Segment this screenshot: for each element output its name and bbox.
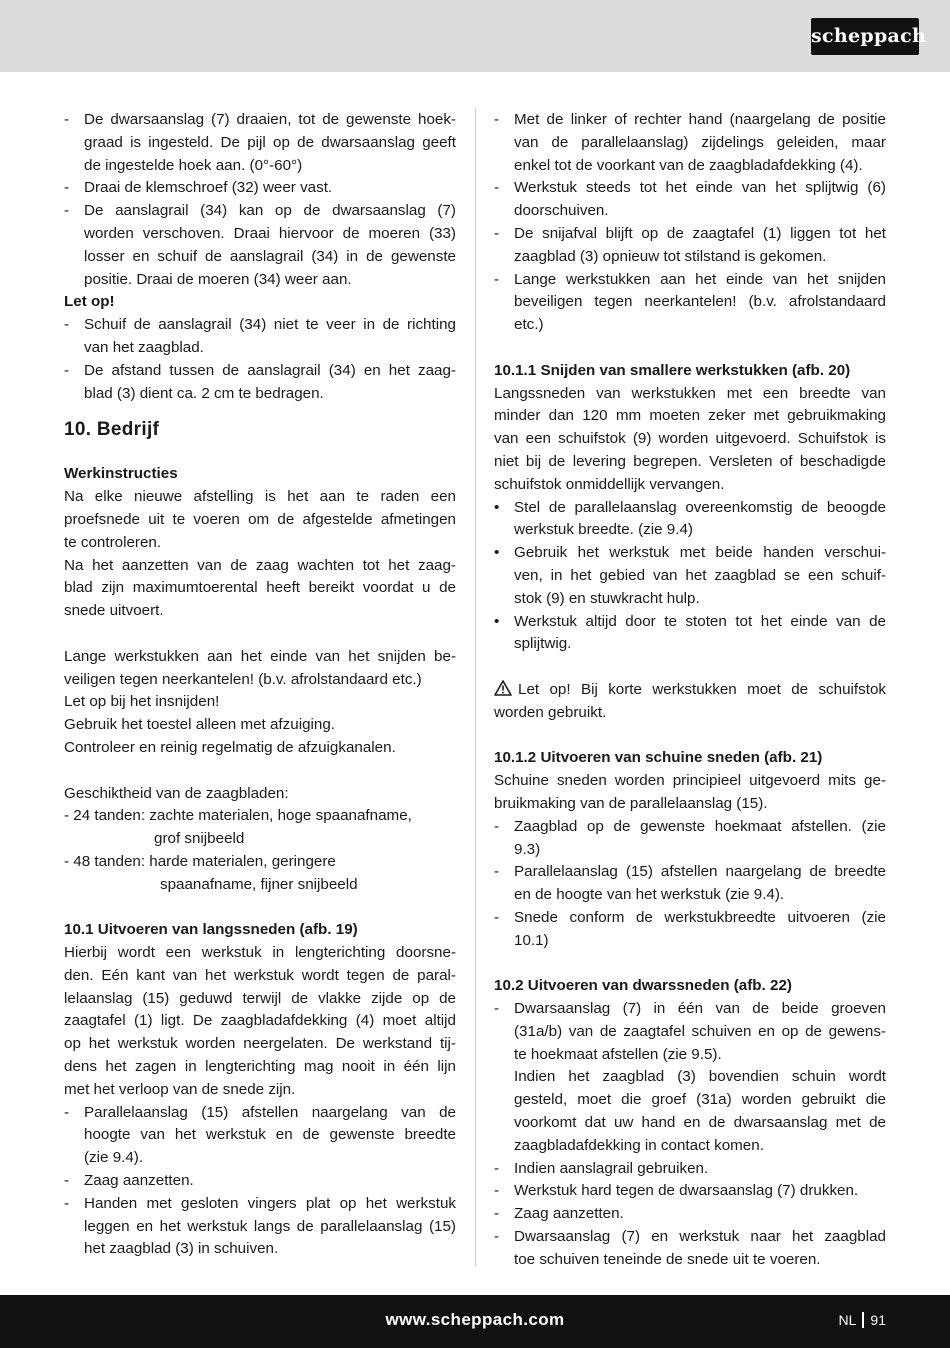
list-item-line: Gebruik het werkstuk met beide handen verschui-: [514, 544, 886, 562]
list-item-line: Werkstuk hard tegen de dwarsaanslag (7) drukken.: [514, 1182, 859, 1200]
blade-24-line-2: grof snijbeeld: [154, 830, 245, 848]
section-heading-bedrijf: 10. Bedrijf: [64, 419, 160, 441]
list-item-line: Werkstuk steeds tot het einde van het splijtwig (6): [514, 179, 886, 197]
list-item-line: voorkomt dat uw hand en de dwarsaanslag met de: [514, 1114, 886, 1132]
list-item-line: de ingestelde hoek aan. (0°-60°): [84, 156, 303, 174]
paragraph-line: veiligen tegen neerkantelen! (b.v. afrolstandaard etc.): [64, 670, 422, 688]
list-item: [494, 177, 886, 223]
dash-marker: -: [64, 361, 70, 379]
list-item-line: De dwarsaanslag (7) draaien, tot de gewenste hoek-: [84, 111, 456, 128]
list-item: [64, 1193, 456, 1261]
list-item-line: worden verschoven. Draai hiervoor de moeren (33): [84, 224, 456, 242]
paragraph-line: bruikmaking van de parallelaanslag (15).: [494, 794, 768, 812]
list-item: [64, 1102, 456, 1170]
list-item-line: van de parallelaanslag) zijdelings geleiden, maar: [514, 133, 886, 151]
section-10-2-list: [494, 998, 886, 1272]
list-item-line: losser en schuif de aanslagrail (34) in de gewenste: [84, 247, 456, 265]
section-10-1-2-list: [494, 816, 886, 953]
dash-marker: -: [494, 111, 500, 128]
page-indicator: [839, 1308, 886, 1332]
list-item-line: Werkstuk altijd door te stoten tot het einde van de: [514, 612, 886, 630]
list-item-line: De snijafval blijft op de zaagtafel (1) liggen tot het: [514, 224, 886, 242]
list-item-line: werkstuk breedte. (zie 9.4): [514, 521, 693, 539]
list-item-line: doorschuiven.: [514, 202, 609, 220]
warning-text-1: Let op! Bij korte werkstukken moet de schuifstok: [518, 680, 886, 698]
dash-marker: -: [494, 1182, 500, 1200]
dash-list-top: [494, 109, 886, 337]
blade-24-line-1: - 24 tanden: zachte materialen, hoge spaanafname,: [64, 807, 412, 825]
scheppach-logo: [811, 18, 927, 55]
list-item: [494, 269, 886, 337]
section-10-1-2-paragraph: [494, 770, 886, 816]
paragraph-line: Langssneden van werkstukken met een breedte van: [494, 384, 886, 402]
dash-marker: -: [494, 1000, 500, 1018]
list-item-line: zaagblad (3) opnieuw tot stilstand is gekomen.: [514, 247, 827, 265]
list-item: [494, 611, 886, 657]
column-divider: [475, 108, 476, 1266]
dash-marker: -: [494, 908, 500, 926]
list-item: [494, 1226, 886, 1272]
list-item-line: Parallelaanslag (15) afstellen naargelang van de: [84, 1103, 456, 1121]
section-10-1-2-title: 10.1.2 Uitvoeren van schuine sneden (afb. 21): [494, 749, 823, 767]
list-item-line: leggen en het werkstuk langs de parallelaanslag (15): [84, 1217, 456, 1235]
list-item-line: toe schuiven teneinde de snede uit te voeren.: [514, 1250, 821, 1268]
list-item-line: blad (3) dient ca. 2 cm te bedragen.: [84, 384, 324, 402]
left-column: [64, 109, 456, 1261]
list-item: [494, 1158, 886, 1181]
dash-marker: -: [494, 179, 500, 197]
paragraph-3: [64, 646, 456, 760]
paragraph-line: blad zijn maximumtoerental heeft bereikt voordat u de: [64, 579, 456, 597]
list-item-line: etc.): [514, 316, 544, 334]
footer-bar: [0, 1295, 950, 1348]
list-item-line: Indien het zaagblad (3) bovendien schuin wordt: [514, 1068, 886, 1086]
paragraph-line: lelaanslag (15) geduwd terwijl de vlakke zijde op de: [64, 989, 456, 1007]
dash-marker: -: [494, 817, 500, 835]
list-item-line: Dwarsaanslag (7) en werkstuk naar het zaagblad: [514, 1228, 886, 1246]
list-item-line: Zaag aanzetten.: [514, 1205, 624, 1223]
dash-marker: -: [494, 270, 500, 288]
dash-marker: -: [64, 316, 70, 334]
logo-text: scheppach: [811, 25, 927, 47]
list-item: [494, 542, 886, 610]
paragraph-line: te controleren.: [64, 533, 162, 551]
paragraph-line: zaagtafel (1) ligt. De zaagbladafdekking (4) moet altijd: [64, 1012, 456, 1030]
list-item-line: stok (9) en stuwkracht hulp.: [514, 589, 700, 607]
paragraph-2: [64, 555, 456, 623]
list-item-line: ven, in het gebied van het zaagblad se een schuif-: [514, 566, 886, 584]
paragraph-line: Na elke nieuwe afstelling is het aan te raden een: [64, 488, 456, 506]
list-item-line: en de hoogte van het werkstuk (zie 9.4).: [514, 886, 785, 904]
paragraph-line: Na het aanzetten van de zaag wachten tot het zaag-: [64, 556, 456, 574]
list-item-line: hoogte van het werkstuk en de gewenste breedte: [84, 1126, 456, 1144]
list-item-line: (31a/b) van de zaagtafel schuiven en op de gewens-: [514, 1022, 886, 1040]
let-op-label: Let op!: [64, 293, 115, 311]
dash-marker: -: [494, 1205, 500, 1223]
list-item-line: Indien aanslagrail gebruiken.: [514, 1159, 709, 1177]
blade-48-line-1: - 48 tanden: harde materialen, geringere: [64, 852, 336, 870]
paragraph-line: Controleer en reinig regelmatig de afzuigkanalen.: [64, 738, 396, 756]
list-item: [64, 177, 456, 200]
list-item-line: Parallelaanslag (15) afstellen naargelang de breedte: [514, 863, 886, 881]
list-item: [494, 816, 886, 862]
dash-marker: -: [64, 1194, 70, 1212]
list-item: [494, 109, 886, 177]
list-item: [494, 907, 886, 953]
list-item-line: te hoekmaat afstellen (zie 9.5).: [514, 1045, 722, 1063]
page-number: 91: [870, 1312, 886, 1328]
right-column: [494, 109, 886, 1272]
paragraph-1: [64, 486, 456, 554]
list-item: [494, 861, 886, 907]
section-10-1-1-paragraph: [494, 383, 886, 497]
bullet-marker: •: [494, 498, 500, 516]
dash-list-b: [64, 314, 456, 405]
dash-list-a: [64, 109, 456, 291]
section-10-1-1-title: 10.1.1 Snijden van smallere werkstukken (afb. 20): [494, 361, 851, 379]
list-item: [494, 497, 886, 543]
list-item: [494, 1180, 886, 1203]
list-item-line: Met de linker of rechter hand (naargelang de positie: [514, 111, 886, 128]
list-item-line: 10.1): [514, 931, 549, 949]
list-item-line: (zie 9.4).: [84, 1149, 144, 1167]
list-item-line: positie. Draai de moeren (34) weer aan.: [84, 270, 352, 288]
language-code: NL: [838, 1312, 857, 1328]
header-bar: [0, 0, 950, 72]
section-10-1-1-bullets: [494, 497, 886, 657]
paragraph-line: minder dan 120 mm moeten zeker met gebruikmaking: [494, 407, 886, 425]
list-item-line: zaagbladafdekking in contact komen.: [514, 1136, 764, 1154]
dash-marker: -: [494, 1228, 500, 1246]
list-item-line: gesteld, moet die groef (31a) worden gebruikt die: [514, 1091, 886, 1109]
section-10-1-paragraph: [64, 942, 456, 1102]
list-item-line: De aanslagrail (34) kan op de dwarsaanslag (7): [84, 202, 456, 220]
dash-marker: -: [494, 863, 500, 881]
section-10-2-title: 10.2 Uitvoeren van dwarssneden (afb. 22): [494, 977, 792, 995]
paragraph-line: Lange werkstukken aan het einde van het snijden be-: [64, 647, 456, 665]
list-item: [64, 1170, 456, 1193]
paragraph-line: Schuine sneden worden principieel uitgevoerd mits ge-: [494, 772, 886, 790]
list-item-line: Dwarsaanslag (7) in één van de beide groeven: [514, 1000, 886, 1018]
list-item-line: Stel de parallelaanslag overeenkomstig de beoogde: [514, 498, 886, 516]
list-item: [494, 223, 886, 269]
list-item-line: 9.3): [514, 840, 541, 858]
page-separator: [862, 1312, 864, 1328]
paragraph-line: Gebruik het toestel alleen met afzuiging.: [64, 716, 336, 734]
blade-48-line-2: spaanafname, fijner snijbeeld: [160, 875, 358, 893]
paragraph-line: dens het zagen in lengterichting mag nooit in één lijn: [64, 1058, 456, 1076]
list-item-line: enkel tot de voorkant van de zaagbladafdekking (4).: [514, 156, 863, 174]
list-item-line: beveiligen tegen neerkantelen! (b.v. afrolstandaard: [514, 293, 886, 311]
blades-title: Geschiktheid van de zaagbladen:: [64, 784, 289, 802]
list-item-line: splijtwig.: [514, 635, 572, 653]
warning-icon: [494, 679, 518, 702]
paragraph-line: met het verloop van de snede zijn.: [64, 1080, 296, 1098]
list-item-line: De afstand tussen de aanslagrail (34) en het zaag-: [84, 361, 456, 379]
section-10-1-list: [64, 1102, 456, 1262]
warning-line-2: worden gebruikt.: [494, 703, 607, 721]
paragraph-line: snede uitvoert.: [64, 602, 164, 620]
dash-marker: -: [64, 1172, 70, 1190]
list-item-line: Snede conform de werkstukbreedte uitvoeren (zie: [514, 908, 886, 926]
dash-marker: -: [64, 202, 70, 220]
list-item-line: Draai de klemschroef (32) weer vast.: [84, 179, 333, 197]
paragraph-line: proefsnede uit te voeren om de afgestelde afmetingen: [64, 510, 456, 528]
paragraph-line: schuifstok onmiddellijk vervangen.: [494, 475, 725, 493]
bullet-marker: •: [494, 544, 500, 562]
section-10-1-title: 10.1 Uitvoeren van langssneden (afb. 19): [64, 921, 358, 939]
dash-marker: -: [494, 1159, 500, 1177]
paragraph-line: Hierbij wordt een werkstuk in lengterichting doorsne-: [64, 944, 456, 962]
warning-line-1: [494, 679, 886, 702]
bullet-marker: •: [494, 612, 500, 630]
list-item-line: het zaagblad (3) in schuiven.: [84, 1240, 279, 1258]
list-item-line: graad is ingesteld. De pijl op de dwarsaanslag geeft: [84, 133, 456, 151]
list-item: [64, 314, 456, 360]
list-item-line: Zaag aanzetten.: [84, 1172, 194, 1190]
dash-marker: -: [64, 111, 70, 128]
list-item-line: van het zaagblad.: [84, 338, 204, 356]
list-item: [64, 360, 456, 406]
paragraph-line: op het werkstuk worden neergelaten. De werkstand tij-: [64, 1035, 456, 1053]
werkinstructies-title: Werkinstructies: [64, 465, 178, 483]
list-item: [64, 200, 456, 291]
footer-url[interactable]: www.scheppach.com: [385, 1310, 565, 1329]
paragraph-line: Let op bij het insnijden!: [64, 693, 220, 711]
list-item-line: Handen met gesloten vingers plat op het werkstuk: [84, 1194, 456, 1212]
list-item-line: Zaagblad op de gewenste hoekmaat afstellen. (zie: [514, 817, 886, 835]
dash-marker: -: [64, 1103, 70, 1121]
list-item-line: Lange werkstukken aan het einde van het snijden: [514, 270, 886, 288]
paragraph-line: van een schuifstok (9) worden uitgevoerd. Schuifstok is: [494, 430, 886, 448]
list-item: [64, 109, 456, 177]
dash-marker: -: [494, 224, 500, 242]
list-item-line: Schuif de aanslagrail (34) niet te veer in de richting: [84, 316, 456, 334]
dash-marker: -: [64, 179, 70, 197]
paragraph-line: niet bij de levering begrepen. Versleten of beschadigde: [494, 452, 886, 470]
list-item: [494, 1203, 886, 1226]
list-item: [494, 998, 886, 1158]
paragraph-line: den. Eén kant van het werkstuk wordt tegen de paral-: [64, 966, 456, 984]
